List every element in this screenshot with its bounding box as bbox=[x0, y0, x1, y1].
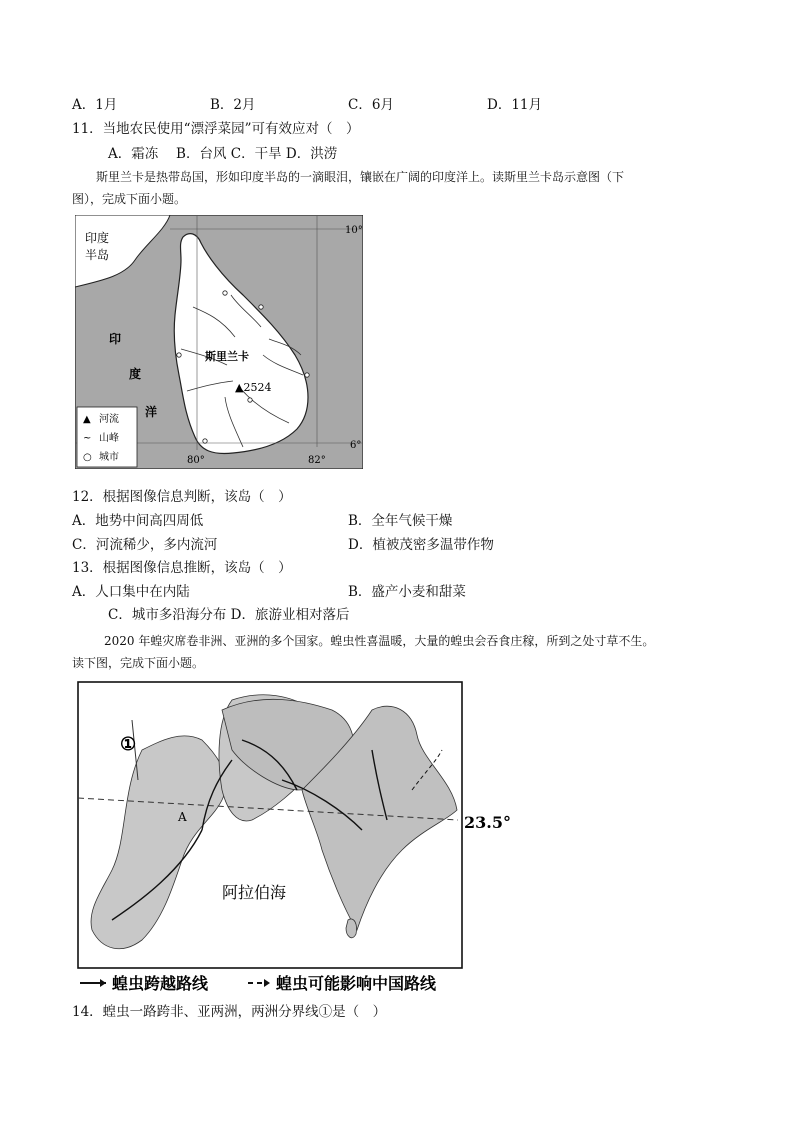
legend-china-route: 蝗虫可能影响中国路线 bbox=[276, 974, 437, 993]
q10-option-a: A．1月 bbox=[72, 97, 118, 113]
label-lon-80: 80° bbox=[187, 455, 205, 466]
label-india: 印度 bbox=[85, 231, 110, 245]
label-arabian-sea: 阿拉伯海 bbox=[222, 883, 287, 902]
q13-stem: 13．根据图像信息推断，该岛（ ） bbox=[72, 560, 292, 576]
q10-option-b: B．2月 bbox=[210, 97, 256, 113]
q12-option-a: A．地势中间高四周低 bbox=[72, 513, 204, 529]
legend-symbol-2: ~ bbox=[83, 433, 92, 444]
label-island: 斯里兰卡 bbox=[205, 350, 249, 363]
q13-option-cd: C．城市多沿海分布 D．旅游业相对落后 bbox=[108, 607, 350, 623]
q13-option-b: B．盛产小麦和甜菜 bbox=[348, 584, 466, 600]
label-ocean-3: 洋 bbox=[145, 405, 158, 419]
q10-option-d: D．11月 bbox=[487, 97, 543, 113]
legend-symbol-1: ▲ bbox=[83, 414, 91, 425]
label-marker-1: ① bbox=[120, 734, 137, 755]
label-lon-82: 82° bbox=[308, 455, 326, 466]
q10-option-c: C．6月 bbox=[348, 97, 394, 113]
label-peninsula: 半岛 bbox=[85, 248, 110, 262]
legend-text-2: 山峰 bbox=[99, 433, 119, 444]
legend-symbol-3: ○ bbox=[83, 452, 92, 463]
q12-option-c: C．河流稀少，多内流河 bbox=[72, 537, 218, 553]
intro1-line1: 斯里兰卡是热带岛国，形如印度半岛的一滴眼泪，镶嵌在广阔的印度洋上。读斯里兰卡岛示意图（下 bbox=[96, 170, 625, 184]
legend-text-1: 河流 bbox=[99, 414, 119, 425]
q13-option-a: A．人口集中在内陆 bbox=[72, 584, 190, 600]
sri-lanka-map bbox=[75, 215, 363, 469]
label-ocean-2: 度 bbox=[129, 367, 142, 381]
q12-stem: 12．根据图像信息判断，该岛（ ） bbox=[72, 489, 292, 505]
q12-option-b: B．全年气候干燥 bbox=[348, 513, 453, 529]
label-peak: ▲2524 bbox=[235, 381, 272, 394]
intro1-line2: 图），完成下面小题。 bbox=[72, 192, 187, 206]
label-lat-6: 6° bbox=[350, 440, 362, 451]
label-ocean-1: 印 bbox=[109, 332, 122, 346]
legend-route: 蝗虫跨越路线 bbox=[112, 974, 209, 993]
q11-stem: 11．当地农民使用“漂浮菜园”可有效应对（ ） bbox=[72, 121, 360, 137]
locust-route-map bbox=[72, 680, 520, 994]
intro2-line1: 2020 年蝗灾席卷非洲、亚洲的多个国家。蝗虫性喜温暖，大量的蝗虫会吞食庄稼，所到之处寸草不生。 bbox=[104, 634, 655, 648]
intro2-line2: 读下图，完成下面小题。 bbox=[72, 656, 205, 670]
q14-stem: 14．蝗虫一路跨非、亚两洲，两洲分界线①是（ ） bbox=[72, 1004, 387, 1020]
q12-option-d: D．植被茂密多温带作物 bbox=[348, 537, 494, 553]
label-lat-10: 10° bbox=[345, 225, 363, 236]
label-point-a: A bbox=[178, 810, 187, 824]
legend-text-3: 城市 bbox=[99, 452, 119, 463]
q11-options: A．霜冻 B．台风 C．干旱 D．洪涝 bbox=[108, 146, 338, 162]
label-tropic: 23.5° bbox=[464, 813, 511, 832]
